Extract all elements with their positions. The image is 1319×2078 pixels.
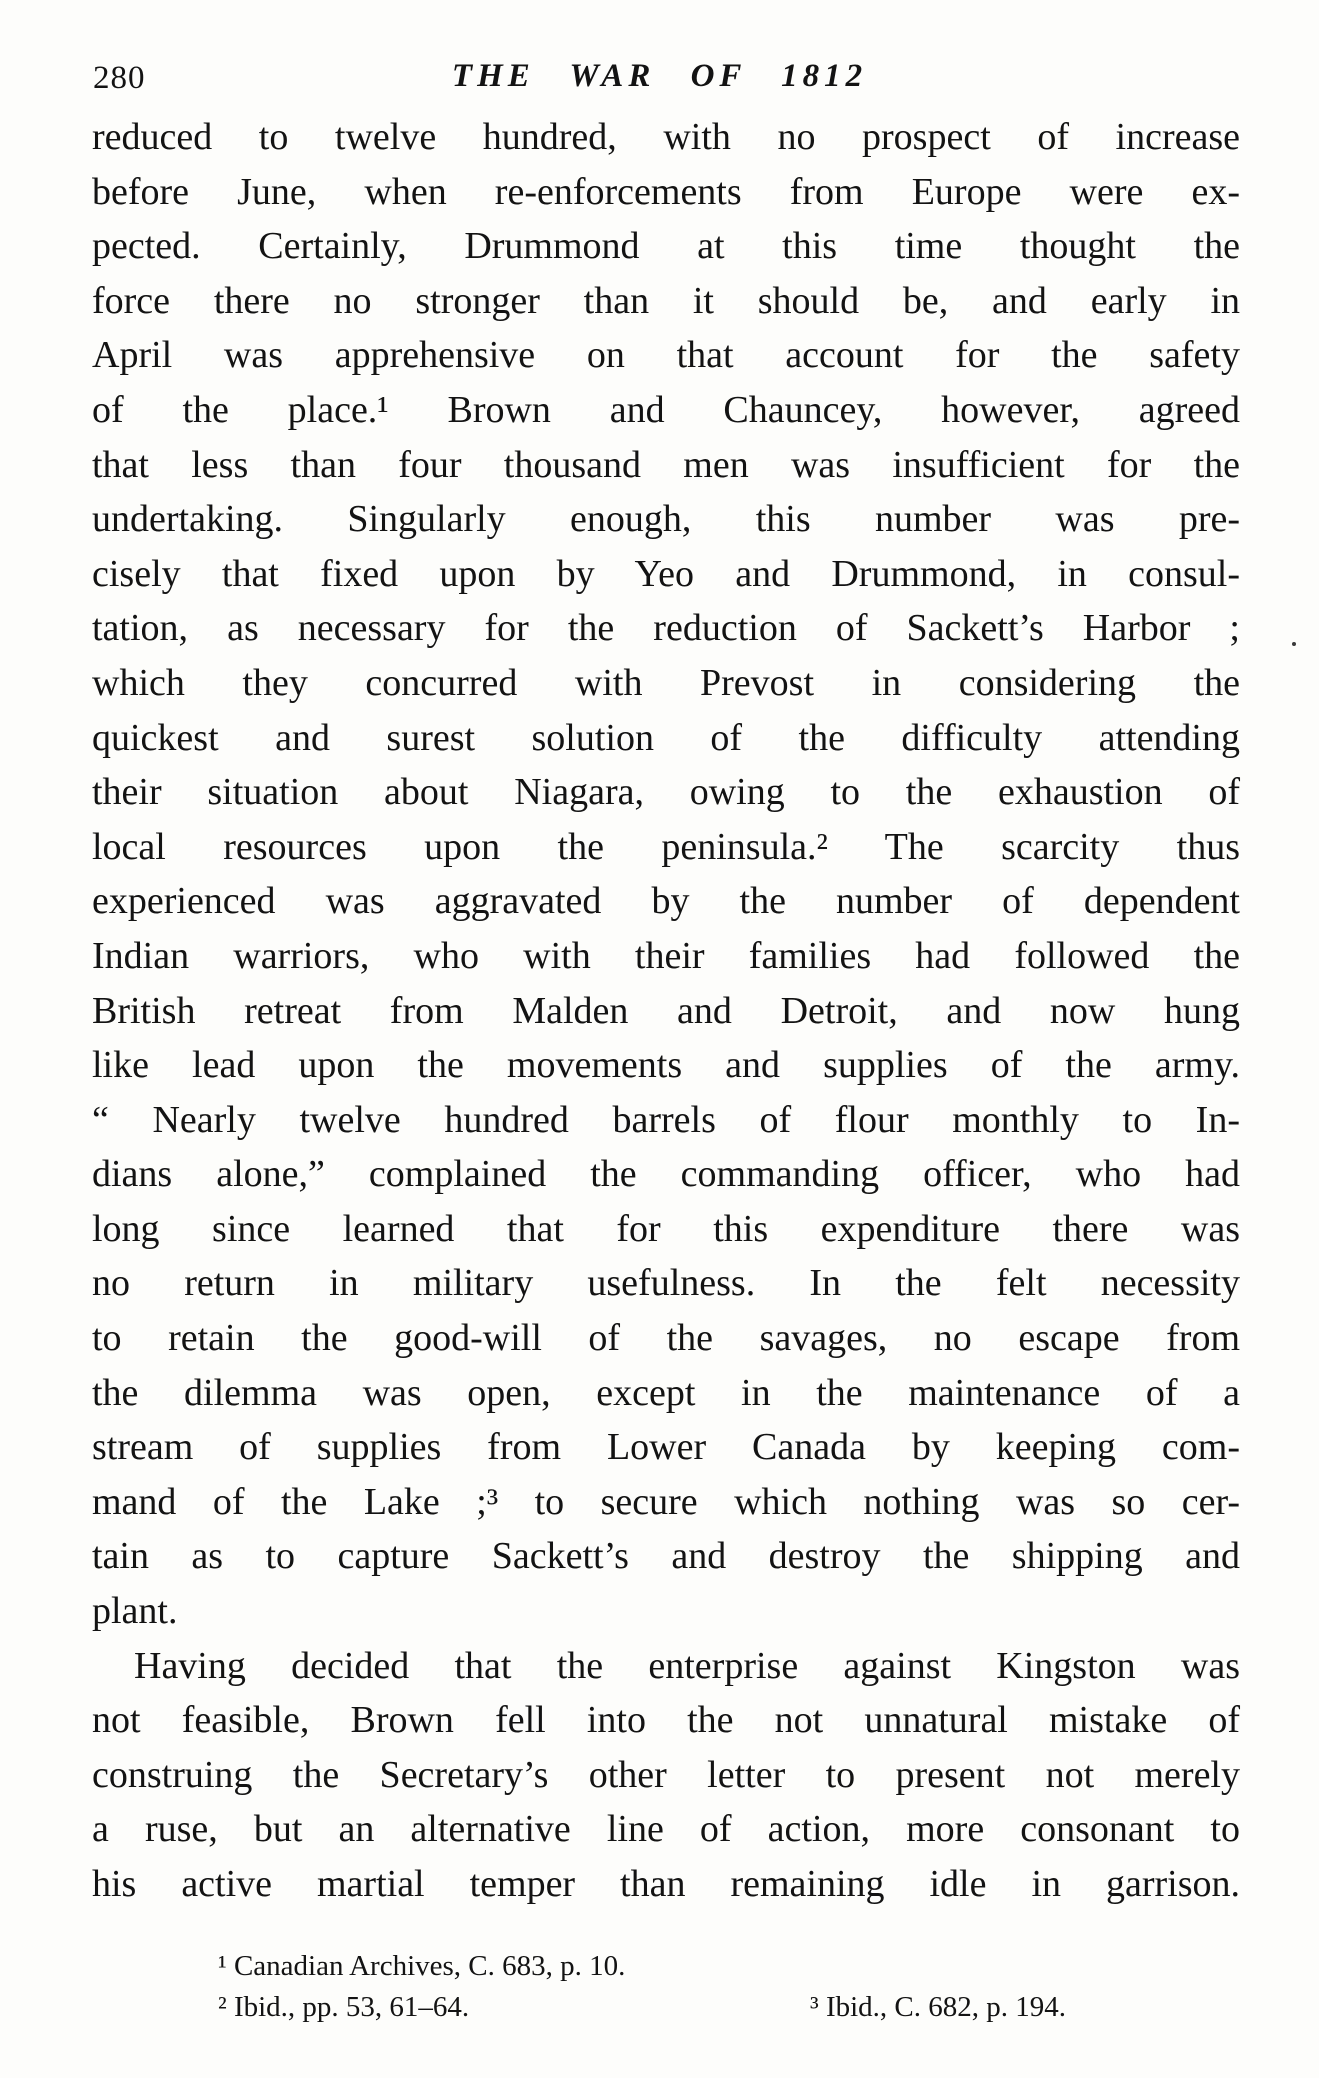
footnote-text: ² Ibid., pp. 53, 61–64. (218, 1991, 470, 2023)
text-line: tain as to capture Sackett’s and destroy the shipping and (92, 1535, 1240, 1578)
footnote-text: ³ Ibid., C. 682, p. 194. (810, 1991, 1067, 2023)
text-line: cisely that fixed upon by Yeo and Drummond, in consul- (92, 552, 1240, 595)
text-line: April was apprehensive on that account for the safety (92, 334, 1240, 377)
text-line: plant. (92, 1590, 178, 1633)
text-line: experienced was aggravated by the number of dependent (92, 880, 1240, 923)
text-line: force there no stronger than it should be, and early in (92, 279, 1240, 322)
text-line: before June, when re-enforcements from Europe were ex- (92, 170, 1240, 213)
text-line: their situation about Niagara, owing to the exhaustion of (92, 771, 1240, 814)
text-line: “ Nearly twelve hundred barrels of flour monthly to In- (92, 1098, 1240, 1141)
scan-artifact-dot (1292, 642, 1296, 646)
text-line: tation, as necessary for the reduction of Sackett’s Harbor ; (92, 607, 1240, 650)
text-line: Having decided that the enterprise against Kingston was (134, 1644, 1240, 1687)
text-line: long since learned that for this expenditure there was (92, 1207, 1240, 1250)
footnote-row (92, 1987, 1240, 2028)
page-header (0, 58, 1319, 102)
text-line: British retreat from Malden and Detroit, and now hung (92, 989, 1240, 1032)
text-line: pected. Certainly, Drummond at this time thought the (92, 225, 1240, 268)
text-line: which they concurred with Prevost in considering the (92, 661, 1240, 704)
footnote-text: ¹ Canadian Archives, C. 683, p. 10. (218, 1950, 626, 1982)
text-line: to retain the good-will of the savages, no escape from (92, 1317, 1240, 1360)
text-line: no return in military usefulness. In the felt necessity (92, 1262, 1240, 1305)
footnotes (92, 1946, 1240, 2028)
text-line: like lead upon the movements and supplies of the army. (92, 1044, 1240, 1087)
text-line: of the place.¹ Brown and Chauncey, however, agreed (92, 388, 1240, 431)
body-text (92, 110, 1240, 1912)
text-line: mand of the Lake ;³ to secure which nothing was so cer- (92, 1480, 1240, 1523)
text-line: reduced to twelve hundred, with no prospect of increase (92, 116, 1240, 158)
text-line: Indian warriors, who with their families had followed the (92, 934, 1240, 977)
text-line: the dilemma was open, except in the maintenance of a (92, 1371, 1240, 1414)
text-line: a ruse, but an alternative line of action, more consonant to (92, 1808, 1240, 1851)
text-line: local resources upon the peninsula.² The scarcity thus (92, 825, 1240, 868)
running-title: THE WAR OF 1812 (451, 58, 868, 94)
footnote-row (92, 1946, 1240, 1987)
text-line: quickest and surest solution of the difficulty attending (92, 716, 1240, 759)
text-line: construing the Secretary’s other letter to present not merely (92, 1753, 1240, 1796)
text-line: dians alone,” complained the commanding officer, who had (92, 1153, 1240, 1196)
text-line: his active martial temper than remaining idle in garrison. (92, 1863, 1240, 1905)
page-number: 280 (93, 60, 146, 96)
text-line: undertaking. Singularly enough, this number was pre- (92, 498, 1240, 541)
text-line: not feasible, Brown fell into the not unnatural mistake of (92, 1699, 1240, 1742)
text-line: that less than four thousand men was insufficient for the (92, 443, 1240, 486)
text-line: stream of supplies from Lower Canada by keeping com- (92, 1426, 1240, 1469)
